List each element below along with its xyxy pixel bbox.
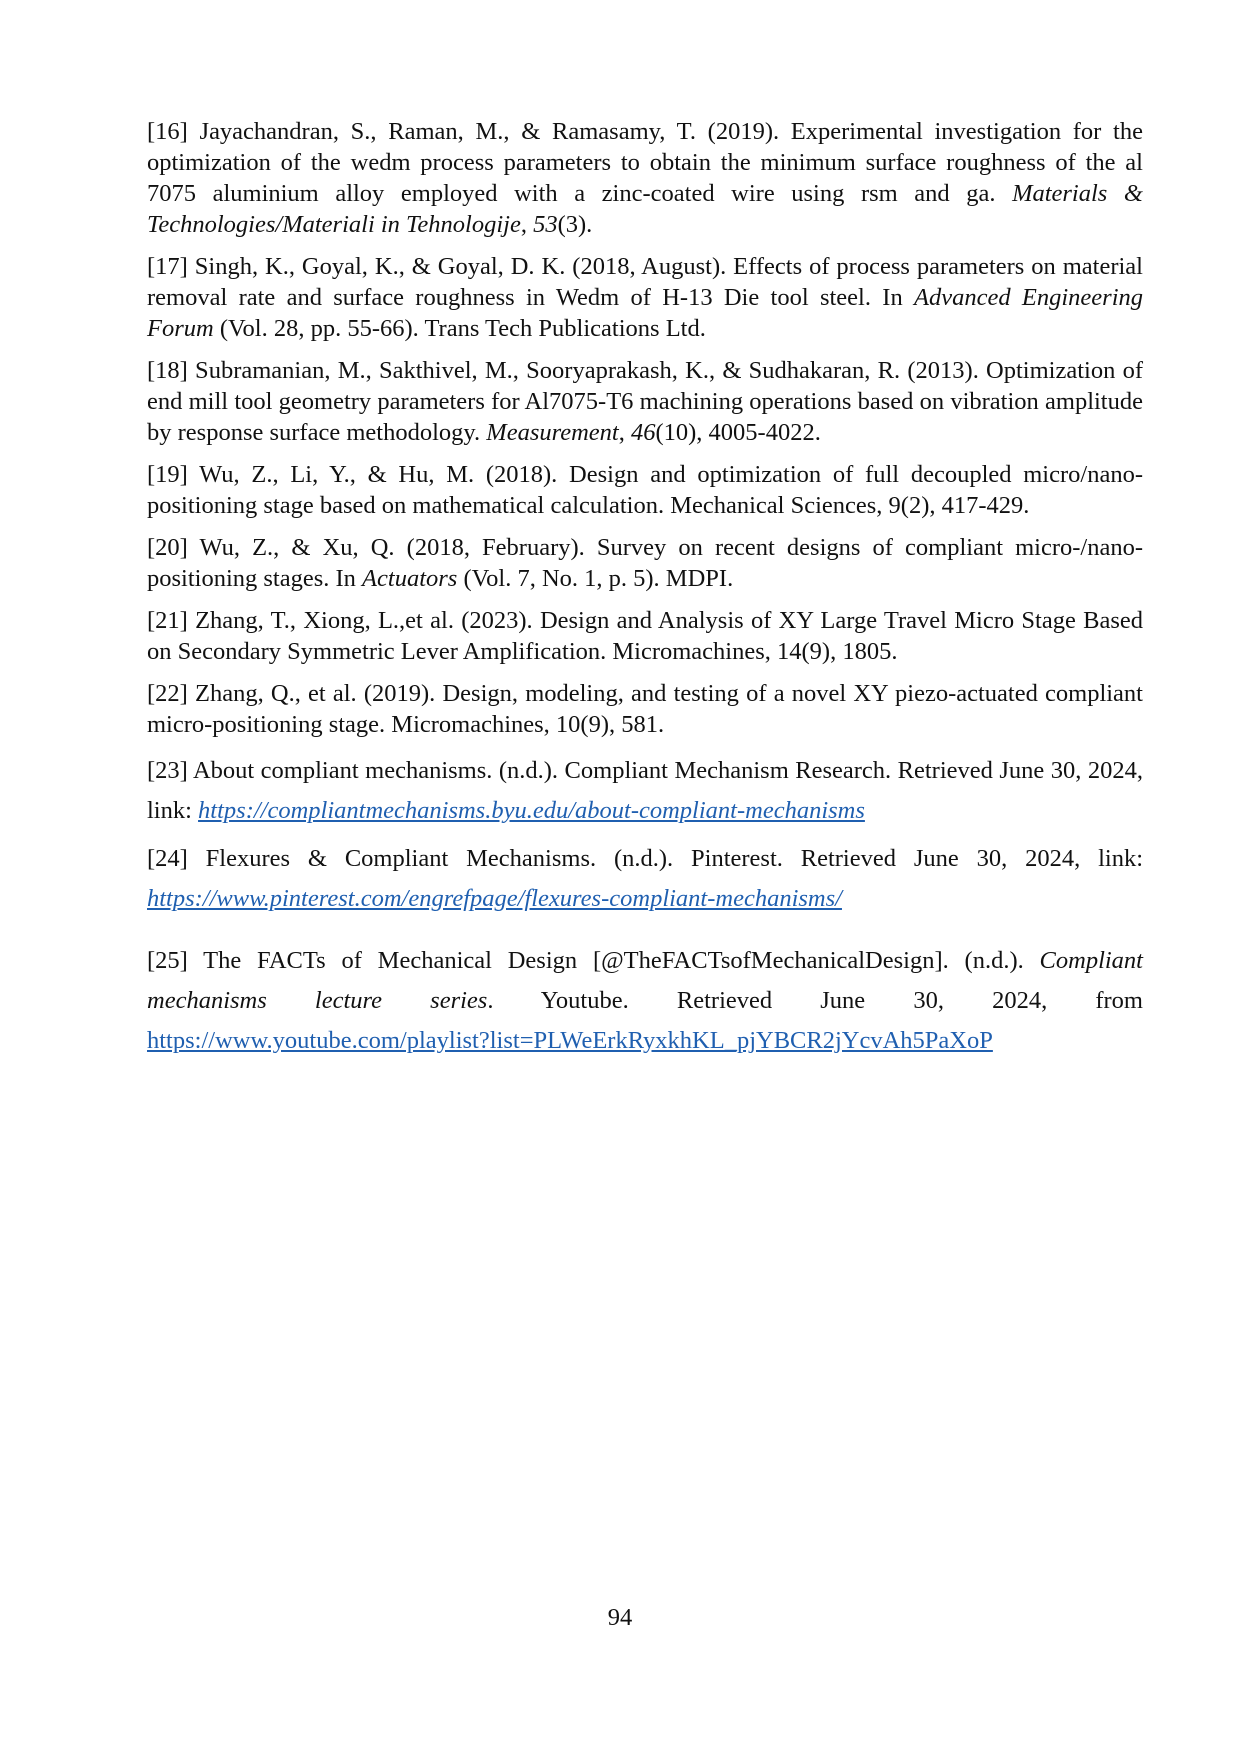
reference-text: [24] Flexures & Compliant Mechanisms. (n.d.). Pinterest. Retrieved June 30, 2024, link: xyxy=(147,845,1143,872)
reference-text: [18] Subramanian, M., Sakthivel, M., Sooryaprakash, K., & Sudhakaran, R. (2013). Optimization of end mill tool geometry parameters for Al7075-T6 machining operations based on vibration amplitude by response surface methodology. xyxy=(147,357,1143,446)
volume-number: 46 xyxy=(630,419,656,446)
byu-compliant-mechanisms-link[interactable]: https://compliantmechanisms.byu.edu/about-compliant-mechanisms xyxy=(198,797,865,824)
reference-17 xyxy=(147,251,1143,344)
journal-title: Measurement xyxy=(486,419,619,446)
reference-22 xyxy=(147,678,1143,740)
reference-text: [16] Jayachandran, S., Raman, M., & Ramasamy, T. (2019). Experimental investigation for the optimization of the wedm process parameters to obtain the minimum surface roughness of the al 7075 aluminium alloy employed with a zinc-coated wire using rsm and ga. xyxy=(147,118,1143,207)
volume-number: 53 xyxy=(533,211,558,238)
youtube-playlist-link[interactable]: https://www.youtube.com/playlist?list=PLWeErkRyxkhKL_pjYBCR2jYcvAh5PaXoP xyxy=(147,1027,993,1054)
reference-23 xyxy=(147,751,1143,831)
reference-text: (3). xyxy=(557,211,593,238)
reference-text: [23] About compliant mechanisms. (n.d.). Compliant Mechanism Research. Retrieved June 30, 2024, link: xyxy=(147,757,1143,824)
reference-text: , xyxy=(618,419,631,446)
reference-text: [17] Singh, K., Goyal, K., & Goyal, D. K. (2018, August). Effects of process parameters on material removal rate and surface roughness in Wedm of H-13 Die tool steel. In xyxy=(147,253,1143,311)
reference-text: . Youtube. Retrieved June 30, 2024, from xyxy=(487,987,1143,1014)
reference-text: [22] Zhang, Q., et al. (2019). Design, modeling, and testing of a novel XY piezo-actuated compliant micro-positioning stage. Micromachines, 10(9), 581. xyxy=(147,680,1143,738)
reference-text: [20] Wu, Z., & Xu, Q. (2018, February). Survey on recent designs of compliant micro-/nano-positioning stages. In xyxy=(147,534,1143,592)
reference-21 xyxy=(147,605,1143,667)
video-series-title: Compliant mechanisms lecture series xyxy=(147,947,1143,1014)
journal-title: Materials & Technologies/Materiali in Tehnologije xyxy=(147,180,1143,238)
reference-16 xyxy=(147,116,1143,240)
reference-24 xyxy=(147,839,1143,919)
reference-text: (Vol. 28, pp. 55-66). Trans Tech Publications Ltd. xyxy=(213,315,706,342)
reference-text: , xyxy=(520,211,534,238)
reference-18 xyxy=(147,355,1143,448)
journal-title: Actuators xyxy=(362,565,458,592)
reference-list xyxy=(147,116,1143,1069)
reference-20 xyxy=(147,532,1143,594)
reference-text: (Vol. 7, No. 1, p. 5). MDPI. xyxy=(457,565,734,592)
reference-25 xyxy=(147,941,1143,1061)
reference-text: [21] Zhang, T., Xiong, L.,et al. (2023). Design and Analysis of XY Large Travel Micro Stage Based on Secondary Symmetric Lever Amplification. Micromachines, 14(9), 1805. xyxy=(147,607,1143,665)
reference-text: (10), 4005-4022. xyxy=(655,419,821,446)
reference-text: [19] Wu, Z., Li, Y., & Hu, M. (2018). Design and optimization of full decoupled micro/nano-positioning stage based on mathematical calculation. Mechanical Sciences, 9(2), 417-429. xyxy=(147,461,1143,519)
reference-19 xyxy=(147,459,1143,521)
page-number: 94 xyxy=(607,1604,633,1631)
pinterest-flexures-link[interactable]: https://www.pinterest.com/engrefpage/flexures-compliant-mechanisms/ xyxy=(147,885,842,912)
reference-text: [25] The FACTs of Mechanical Design [@TheFACTsofMechanicalDesign]. (n.d.). xyxy=(147,947,1040,974)
journal-title: Advanced Engineering Forum xyxy=(147,284,1144,342)
